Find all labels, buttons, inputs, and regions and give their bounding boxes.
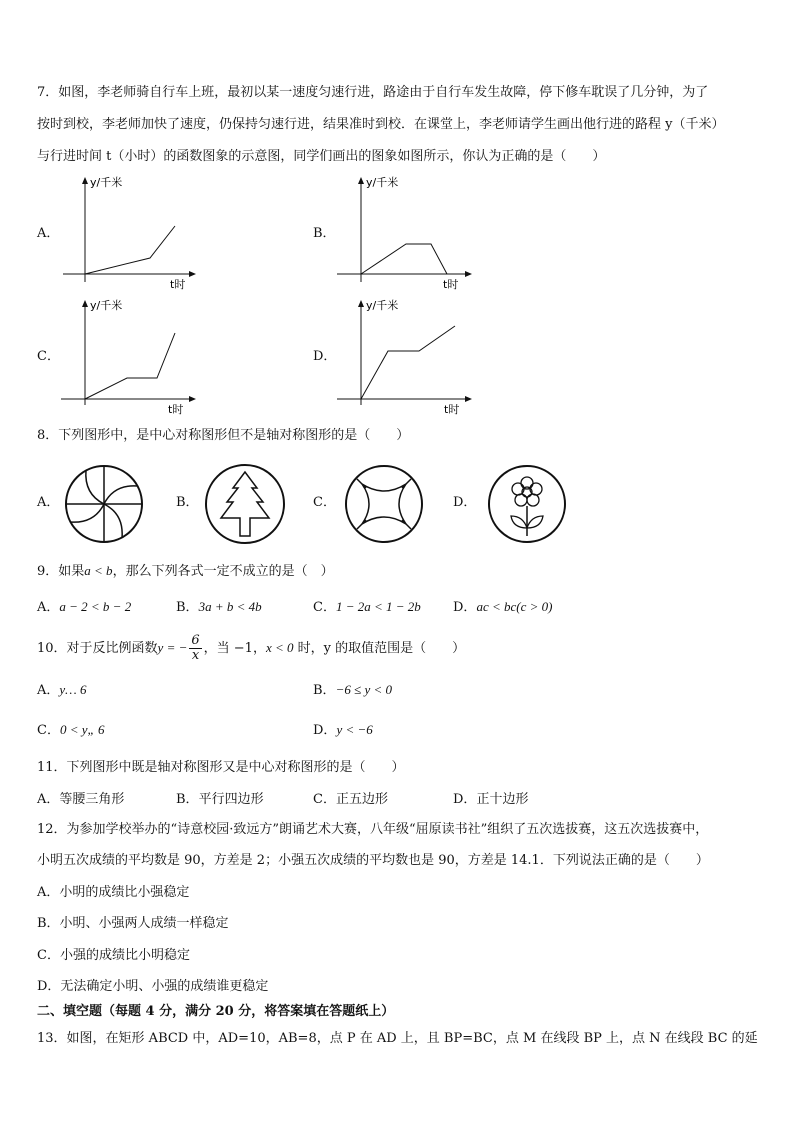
tree-figure bbox=[203, 462, 287, 546]
curved-square-figure bbox=[344, 462, 424, 546]
q10-stem: 10．对于反比例函数y = − $\frac{6}{x}$ ，当 −1，x < 0 时，y 的取值范围是（ ） bbox=[37, 633, 466, 663]
q8-stem: 8．下列图形中，是中心对称图形但不是轴对称图形的是（ ） bbox=[37, 428, 410, 443]
q7-d-y-label: y/千米 bbox=[366, 299, 399, 312]
q7-c-y-label: y/千米 bbox=[90, 299, 123, 312]
q11-option-c: C．正五边形 bbox=[313, 792, 388, 807]
q9-option-b: B．3a + b < 4b bbox=[176, 599, 262, 615]
q9-option-d: D．ac < bc(c > 0) bbox=[453, 599, 553, 615]
q12-line-2: 小明五次成绩的平均数是 90，方差是 2；小强五次成绩的平均数也是 90，方差是 14.1．下列说法正确的是（ ） bbox=[37, 853, 709, 868]
q12-option-b: B．小明、小强两人成绩一样稳定 bbox=[37, 916, 229, 931]
q10-fraction: $\frac{6}{x}$ bbox=[191, 633, 200, 663]
flower-figure bbox=[487, 462, 567, 546]
q7-d-x-label: t时 bbox=[444, 403, 460, 415]
section-heading-fill-in: 二、填空题（每题 4 分，满分 20 分，将答案填在答题纸上） bbox=[37, 1004, 395, 1019]
q10-option-a: A．y… 6 bbox=[37, 682, 87, 698]
q11-option-d: D．正十边形 bbox=[453, 792, 529, 807]
q7-graph-a bbox=[55, 170, 205, 292]
q11-option-b: B．平行四边形 bbox=[176, 792, 264, 807]
q10-option-b: B．−6 ≤ y < 0 bbox=[313, 682, 393, 698]
pinwheel-figure bbox=[64, 464, 144, 544]
q9-stem: 9．如果a < b，那么下列各式一定不成立的是（ ） bbox=[37, 563, 334, 579]
q7-option-b-label: B． bbox=[313, 226, 336, 241]
q12-option-d: D．无法确定小明、小强的成绩谁更稳定 bbox=[37, 979, 269, 994]
q7-line-3: 与行进时间 t（小时）的函数图象的示意图，同学们画出的图象如图所示，你认为正确的是（ ） bbox=[37, 149, 606, 164]
q8-option-c-label: C． bbox=[313, 495, 336, 510]
q10-option-d: D．y < −6 bbox=[313, 722, 373, 738]
q7-b-y-label: y/千米 bbox=[366, 176, 399, 189]
q7-graph-b bbox=[331, 170, 481, 292]
q8-option-b-label: B． bbox=[176, 495, 199, 510]
q9-option-a: A．a − 2 < b − 2 bbox=[37, 599, 132, 615]
q7-line-2: 按时到校，李老师加快了速度，仍保持匀速行进，结果准时到校．在课堂上，李老师请学生画出他行进的路程 y（千米） bbox=[37, 117, 725, 132]
q7-option-c-label: C． bbox=[37, 349, 60, 364]
q11-option-a: A．等腰三角形 bbox=[37, 792, 125, 807]
q7-option-d-label: D． bbox=[313, 349, 337, 364]
q8-option-d-label: D． bbox=[453, 495, 477, 510]
q12-option-a: A．小明的成绩比小强稳定 bbox=[37, 885, 190, 900]
q8-option-a-label: A． bbox=[37, 495, 60, 510]
q7-graph-d bbox=[331, 293, 481, 415]
q9-condition: a < b bbox=[84, 563, 113, 578]
q7-a-y-label: y/千米 bbox=[90, 176, 123, 189]
q13-line-1: 13．如图，在矩形 ABCD 中，AD=10，AB=8，点 P 在 AD 上，且 BP=BC，点 M 在线段 BP 上，点 N 在线段 BC 的延 bbox=[37, 1031, 758, 1046]
q12-option-c: C．小强的成绩比小明稳定 bbox=[37, 948, 190, 963]
q7-line-1: 7．如图，李老师骑自行车上班，最初以某一速度匀速行进，路途由于自行车发生故障，停下修车耽误了几分钟，为了 bbox=[37, 85, 709, 100]
q12-line-1: 12．为参加学校举办的“诗意校园·致远方”朗诵艺术大赛，八年级“屈原读书社”组织了五次选拔赛，这五次选拔赛中， bbox=[37, 822, 709, 837]
q10-option-c: C．0 < y„ 6 bbox=[37, 722, 105, 738]
q9-option-c: C．1 − 2a < 1 − 2b bbox=[313, 599, 421, 615]
q7-c-x-label: t时 bbox=[168, 403, 184, 415]
q11-stem: 11．下列图形中既是轴对称图形又是中心对称图形的是（ ） bbox=[37, 760, 405, 775]
q7-b-x-label: t时 bbox=[443, 278, 459, 291]
q7-graph-c bbox=[55, 293, 205, 415]
q7-a-x-label: t时 bbox=[170, 278, 186, 291]
q7-option-a-label: A． bbox=[37, 226, 60, 241]
